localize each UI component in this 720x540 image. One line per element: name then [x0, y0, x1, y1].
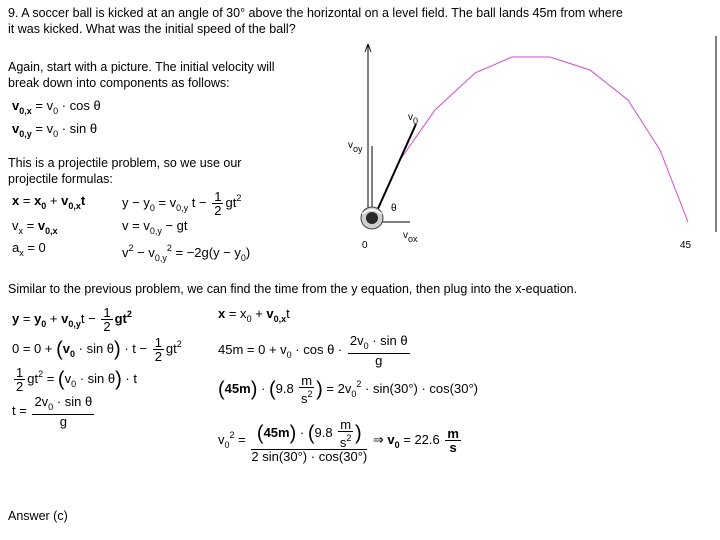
projectile-note-line-2: projectile formulas: — [8, 172, 113, 186]
problem-line-1: 9. A soccer ball is kicked at an angle of 30° above the horizontal on a level field. The ball lands 45m from where — [8, 6, 623, 20]
problem-line-2: it was kicked. What was the initial speed of the ball? — [8, 22, 296, 36]
derivation-x-eq: $x = x_0 + v_{0,x}t$ — [218, 306, 290, 324]
formula-ax: $a_x = 0$ — [12, 240, 46, 258]
label-vox: vox — [403, 230, 418, 244]
axis-start-label: 0 — [362, 240, 368, 251]
soccer-ball-patch — [366, 212, 378, 224]
derivation-x-step-1: $45m = 0 + v_0 \cdot \cos \theta$ · $\frac{2v_0 \cdot \sin \theta}{g}$ — [218, 333, 408, 368]
formula-x: $x = x_0 + v_{0,x}t$ — [12, 193, 86, 211]
result-value: 22.6 — [414, 431, 440, 447]
derivation-step-2: $\frac{1}{2}$ $gt^2 = (v_0 \cdot \sin \theta) \cdot t$ — [16, 365, 137, 394]
derivation-x-step-3: $v_0^2$ = (45m) · (9.8 $\frac{m}{s^2}$ ) 2 sin(30°) · cos(30°) ⇒ $v_0 = 22.6$ $\frac{m}{s}$ — [218, 417, 459, 464]
axis-end-label: 45 — [680, 240, 692, 251]
label-theta: θ — [391, 203, 397, 214]
formula-y: $y - y_0 = v_{0,y}$ t − $\frac{1}{2}$ $gt^2$ — [122, 189, 242, 218]
equation-v0x: $v_{0,x} = v_0 \cdot \cos \theta$ — [12, 98, 101, 116]
formula-v-squared: $v^2 - v_{0,y}^2 = -2g(y - y_0)$ — [122, 243, 251, 263]
derivation-step-3: t = $\frac{2v_0 \cdot \sin \theta}{g}$ — [12, 394, 93, 429]
equation-v0y: $v_{0,y} = v_0 \cdot \sin \theta$ — [12, 121, 98, 139]
derivation-step-1: $0 = 0 + (v_0 \cdot \sin \theta) \cdot t$ − $\frac{1}{2}$ $gt^2$ — [12, 335, 182, 364]
formula-vx: $v_x = v_{0,x}$ — [12, 218, 58, 236]
label-v0: v0 — [408, 112, 419, 126]
answer-text: Answer (c) — [8, 509, 68, 523]
projectile-note-line-1: This is a projectile problem, so we use our — [8, 156, 242, 170]
derivation-x-step-2: (45m) · (9.8 $\frac{m}{s^2}$ ) = $2v_0^2 \cdot \sin(30^\circ) \cdot \cos(30^\circ)$ — [218, 373, 478, 406]
intro-line-2: break down into components as follows: — [8, 76, 230, 90]
trajectory-curve — [372, 57, 688, 222]
formula-v: $v = v_{0,y}$ − gt — [122, 218, 188, 236]
derivation-y-eq: $y = y_0 + v_{0,y}t$ − $\frac{1}{2}$ $gt^2$ — [12, 305, 132, 334]
label-voy: voy — [348, 140, 363, 154]
intro-line-1: Again, start with a picture. The initial velocity will — [8, 60, 275, 74]
similar-text: Similar to the previous problem, we can find the time from the y equation, then plug into the x-equation. — [8, 282, 578, 296]
